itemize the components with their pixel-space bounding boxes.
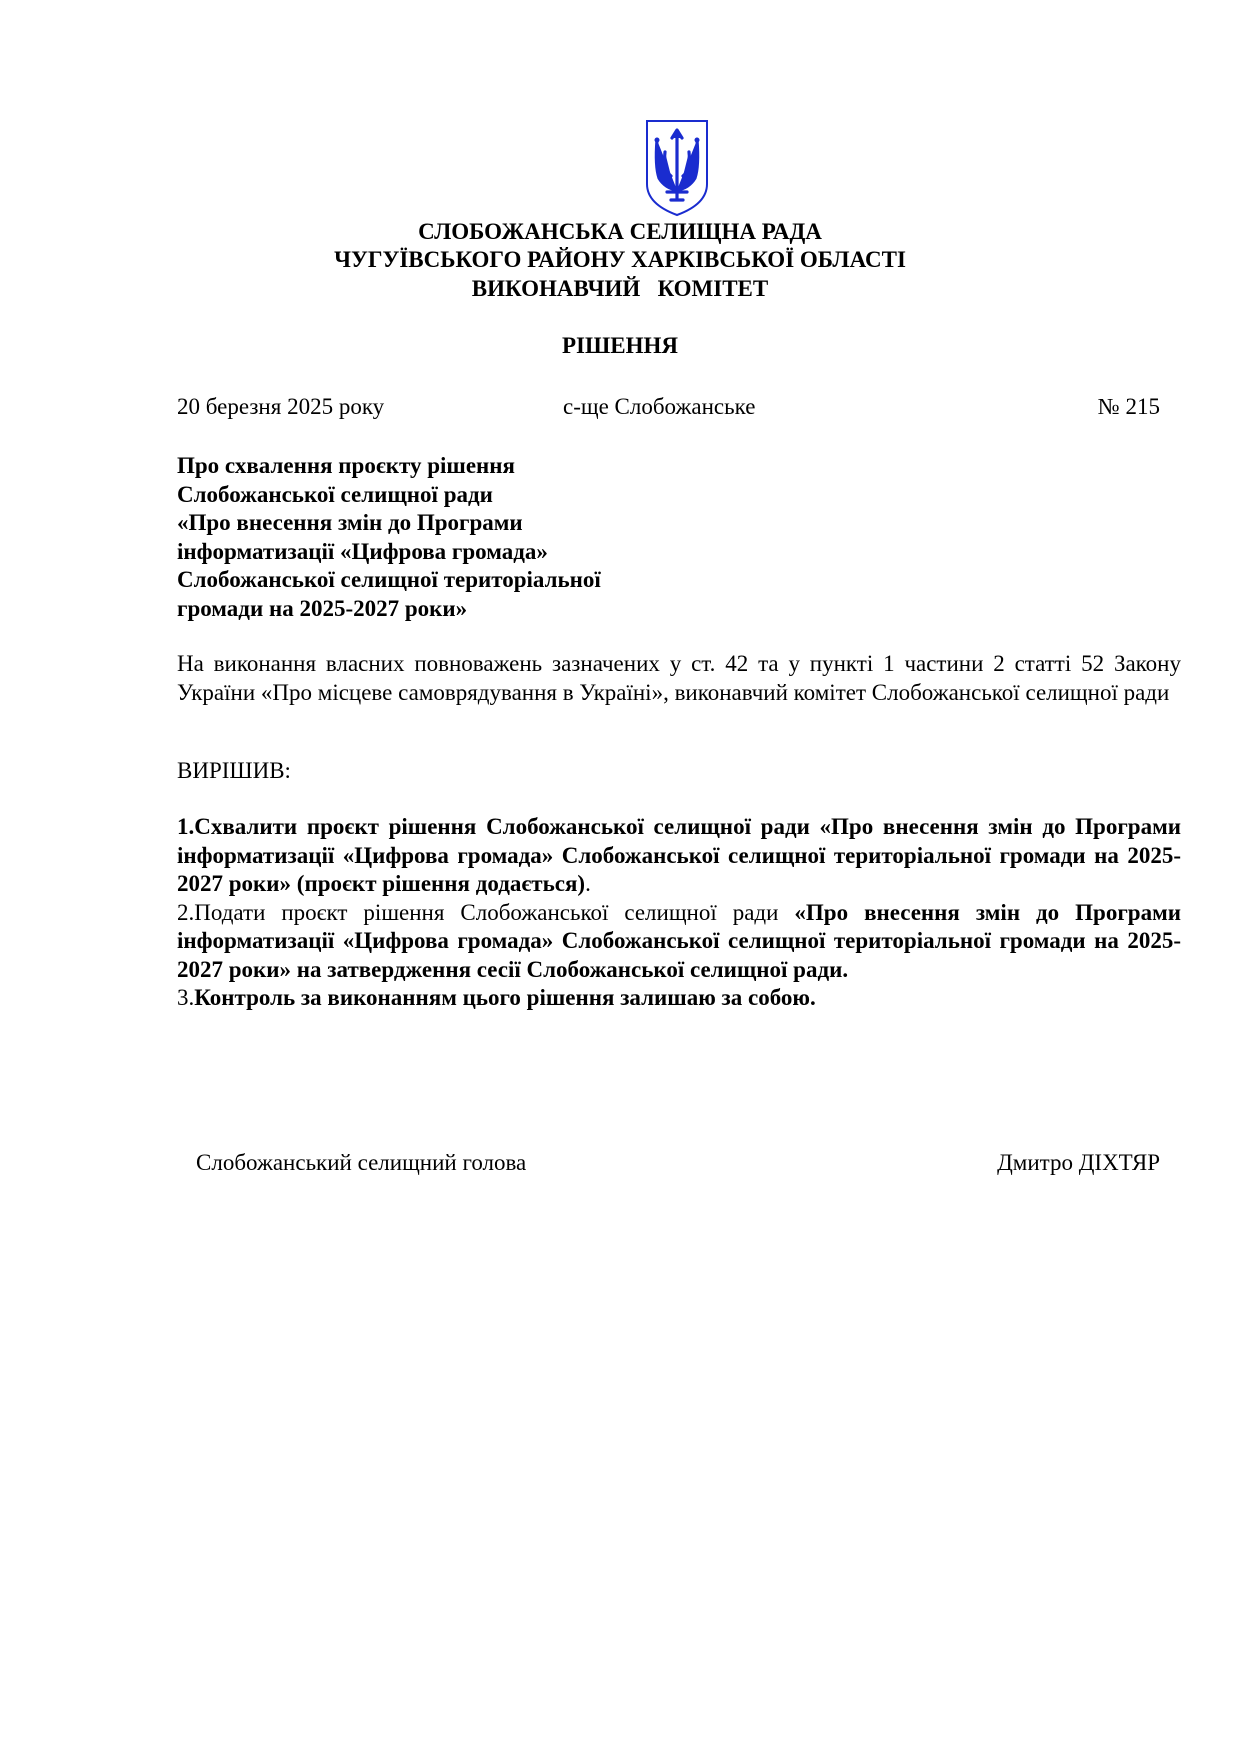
district-name: ЧУГУЇВСЬКОГО РАЙОНУ ХАРКІВСЬКОЇ ОБЛАСТІ <box>334 247 906 272</box>
decision-items <box>177 813 1181 1013</box>
decision-number: № 215 <box>1097 394 1160 419</box>
decided-heading: ВИРІШИВ: <box>177 758 291 783</box>
decision-date: 20 березня 2025 року <box>177 394 385 419</box>
decision-item-1 <box>177 813 1181 899</box>
item-2-text: «Про внесення змін до Програми інформатизації «Цифрова громада» Слобожанської селищної територіальної громади на 2025-2027 роки» на затвердження сесії Слобожанської селищної ради. <box>177 899 1181 982</box>
subject-line: інформатизації «Цифрова громада» <box>177 538 548 564</box>
item-3-text: Контроль за виконанням цього рішення залишаю за собою. <box>194 985 816 1010</box>
document-title: РІШЕННЯ <box>562 333 678 358</box>
decision-item-3 <box>177 984 1181 1013</box>
item-2-lead: 2.Подати проєкт рішення Слобожанської селищної ради <box>177 899 795 925</box>
subject-line: Слобожанської селищної ради <box>177 481 493 507</box>
item-3-lead: 3. <box>177 985 195 1010</box>
subject-line: «Про внесення змін до Програми <box>177 510 523 535</box>
item-1-text: 1.Схвалити проєкт рішення Слобожанської селищної ради «Про внесення змін до Програми інформатизації «Цифрова громада» Слобожанської селищної територіальної громади на 2025-2027 роки» (проєкт рішення додається) <box>177 814 1181 896</box>
item-1-tail: . <box>585 871 591 896</box>
signatory-name: Дмитро ДІХТЯР <box>997 1150 1160 1175</box>
decision-place: с-ще Слобожанське <box>563 394 756 419</box>
signatory-title: Слобожанський селищний голова <box>196 1150 527 1175</box>
committee-name: ВИКОНАВЧИЙ КОМІТЕТ <box>471 276 769 301</box>
council-name: СЛОБОЖАНСЬКА СЕЛИЩНА РАДА <box>418 219 822 244</box>
subject-line: Слобожанської селищної територіальної <box>177 567 601 592</box>
coat-of-arms-icon <box>643 118 711 218</box>
preamble-paragraph: На виконання власних повноважень зазначених у ст. 42 та у пункті 1 частини 2 статті 52 Закону України «Про місцеве самоврядування в Україні», виконавчий комітет Слобожанської селищної ради <box>177 651 1181 705</box>
subject-line: Про схвалення проєкту рішення <box>177 453 516 478</box>
decision-subject <box>177 452 601 623</box>
subject-line: громади на 2025-2027 роки» <box>177 595 468 621</box>
decision-item-2 <box>177 899 1181 985</box>
